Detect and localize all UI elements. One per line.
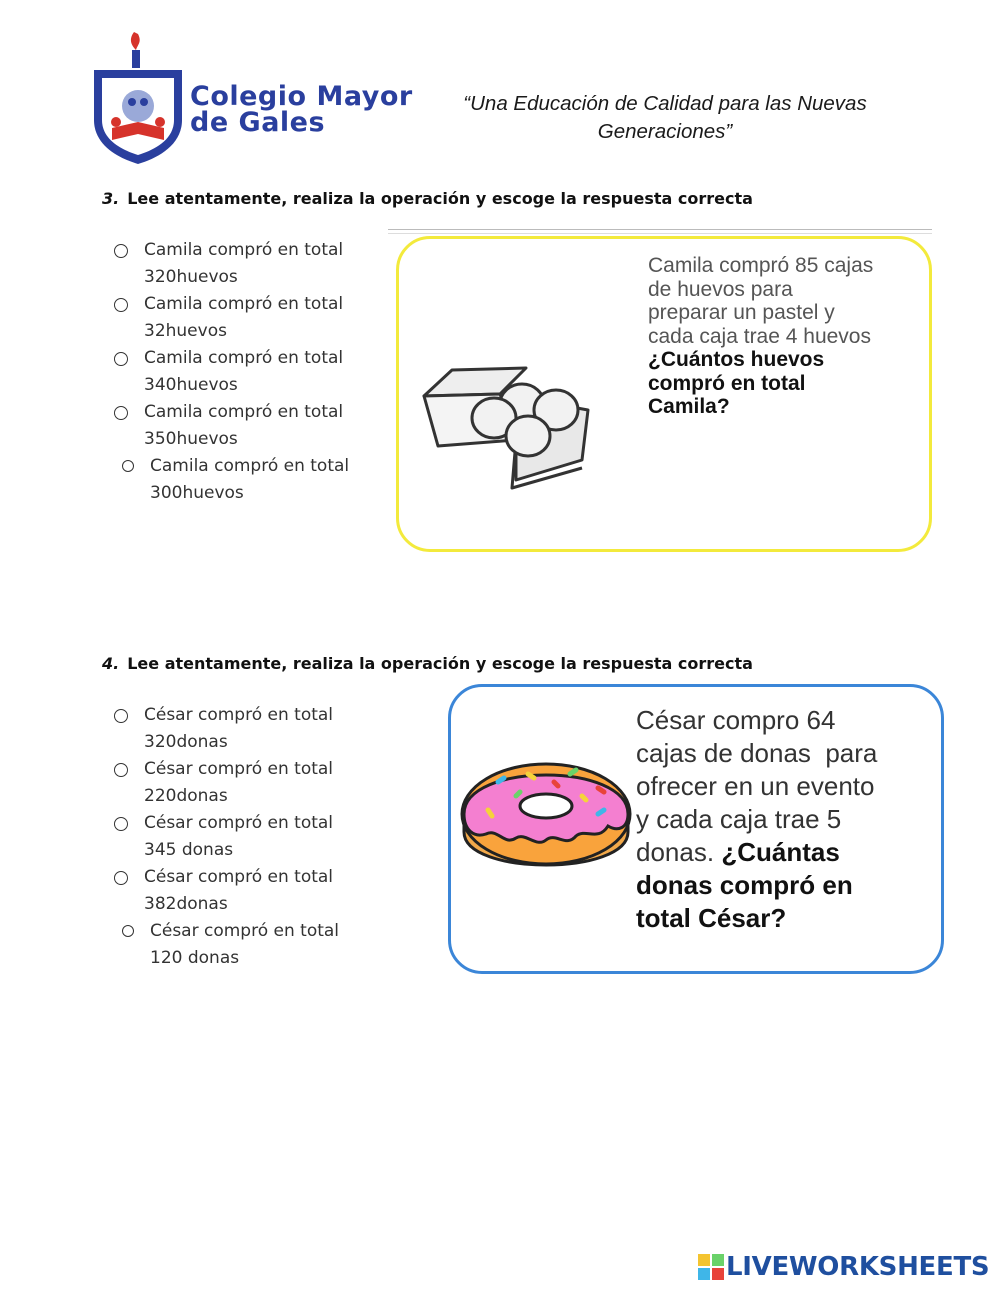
card-text-line: ofrecer en un evento	[636, 771, 875, 801]
card-question-line: compró en total	[648, 371, 806, 395]
q4-option-5[interactable]	[122, 918, 380, 972]
question-4-options	[114, 702, 380, 972]
option-text: 220donas	[144, 786, 228, 806]
option-text: Camila compró en total	[144, 294, 344, 314]
option-text: Camila compró en total	[144, 402, 344, 422]
school-crest-icon	[88, 30, 188, 170]
question-mark: ?	[770, 903, 787, 933]
school-logo	[88, 30, 188, 170]
radio-button[interactable]	[114, 298, 128, 312]
q4-option-3[interactable]	[114, 810, 380, 864]
radio-button[interactable]	[114, 352, 128, 366]
motto-line2: Generaciones”	[597, 120, 733, 143]
school-name-line1: Colegio Mayor	[190, 81, 413, 112]
option-text: 345 donas	[144, 840, 234, 860]
option-text: 382donas	[144, 894, 228, 914]
brand-name: LIVEWORKSHEETS	[726, 1252, 990, 1282]
card-question-line: Camila	[648, 395, 717, 418]
radio-button[interactable]	[122, 460, 134, 472]
egg-carton-icon	[416, 360, 606, 500]
option-text: César compró en total	[144, 759, 334, 779]
q4-option-4[interactable]	[114, 864, 380, 918]
card-text-line: cajas de donas para	[636, 738, 878, 768]
question-4-instruction	[102, 654, 753, 673]
option-text: César compró en total	[150, 921, 340, 941]
option-text: 320huevos	[144, 267, 238, 287]
option-text: 300huevos	[150, 483, 244, 503]
card-text-line: y cada caja trae 5	[636, 804, 842, 834]
q4-option-1[interactable]	[114, 702, 380, 756]
option-text: César compró en total	[144, 867, 334, 887]
card-text-line: donas.	[636, 837, 715, 867]
q4-option-2[interactable]	[114, 756, 380, 810]
card-question-line: total César	[636, 903, 771, 933]
option-text: Camila compró en total	[150, 456, 350, 476]
option-text: 120 donas	[150, 948, 240, 968]
liveworksheets-icon	[698, 1254, 724, 1280]
option-text: Camila compró en total	[144, 348, 344, 368]
option-text: César compró en total	[144, 705, 334, 725]
card-text-line: cada caja trae 4 huevos	[648, 324, 871, 348]
school-name	[190, 81, 413, 138]
donut-problem-text	[636, 704, 926, 935]
card-text-line: de huevos para	[648, 277, 793, 301]
question-3-text: Lee atentamente, realiza la operación y escoge la respuesta correcta	[127, 189, 753, 208]
q3-option-4[interactable]	[114, 399, 380, 453]
q3-option-1[interactable]	[114, 237, 380, 291]
q3-option-2[interactable]	[114, 291, 380, 345]
radio-button[interactable]	[114, 709, 128, 723]
q3-option-5[interactable]	[122, 453, 380, 507]
radio-button[interactable]	[122, 925, 134, 937]
option-text: Camila compró en total	[144, 240, 344, 260]
school-name-line2: de Gales	[190, 107, 326, 138]
question-3-options	[114, 237, 380, 507]
liveworksheets-logo	[698, 1252, 989, 1282]
option-text: César compró en total	[144, 813, 334, 833]
question-4-text: Lee atentamente, realiza la operación y escoge la respuesta correcta	[127, 654, 753, 673]
egg-problem-text	[648, 254, 918, 419]
option-text: 32huevos	[144, 321, 227, 341]
option-text: 340huevos	[144, 375, 238, 395]
question-3-number: 3.	[102, 189, 120, 208]
motto-line1: “Una Educación de Calidad para las Nuevas	[463, 92, 867, 115]
q3-option-3[interactable]	[114, 345, 380, 399]
card-question-line: ¿Cuántas	[721, 837, 840, 867]
option-text: 320donas	[144, 732, 228, 752]
question-mark: ?	[716, 395, 730, 418]
donut-icon	[458, 752, 634, 882]
card-question-line: donas compró en	[636, 870, 853, 900]
radio-button[interactable]	[114, 244, 128, 258]
radio-button[interactable]	[114, 406, 128, 420]
card-question-line: ¿Cuántos huevos	[648, 348, 825, 371]
question-4-number: 4.	[102, 654, 120, 673]
question-3-instruction	[102, 189, 753, 208]
radio-button[interactable]	[114, 817, 128, 831]
radio-button[interactable]	[114, 763, 128, 777]
school-motto	[420, 90, 910, 146]
option-text: 350huevos	[144, 429, 238, 449]
card-text-line: César compro 64	[636, 705, 836, 735]
card-text-line: preparar un pastel y	[648, 301, 835, 324]
card-text-line: Camila compró 85 cajas	[648, 254, 874, 277]
divider	[388, 229, 932, 234]
radio-button[interactable]	[114, 871, 128, 885]
